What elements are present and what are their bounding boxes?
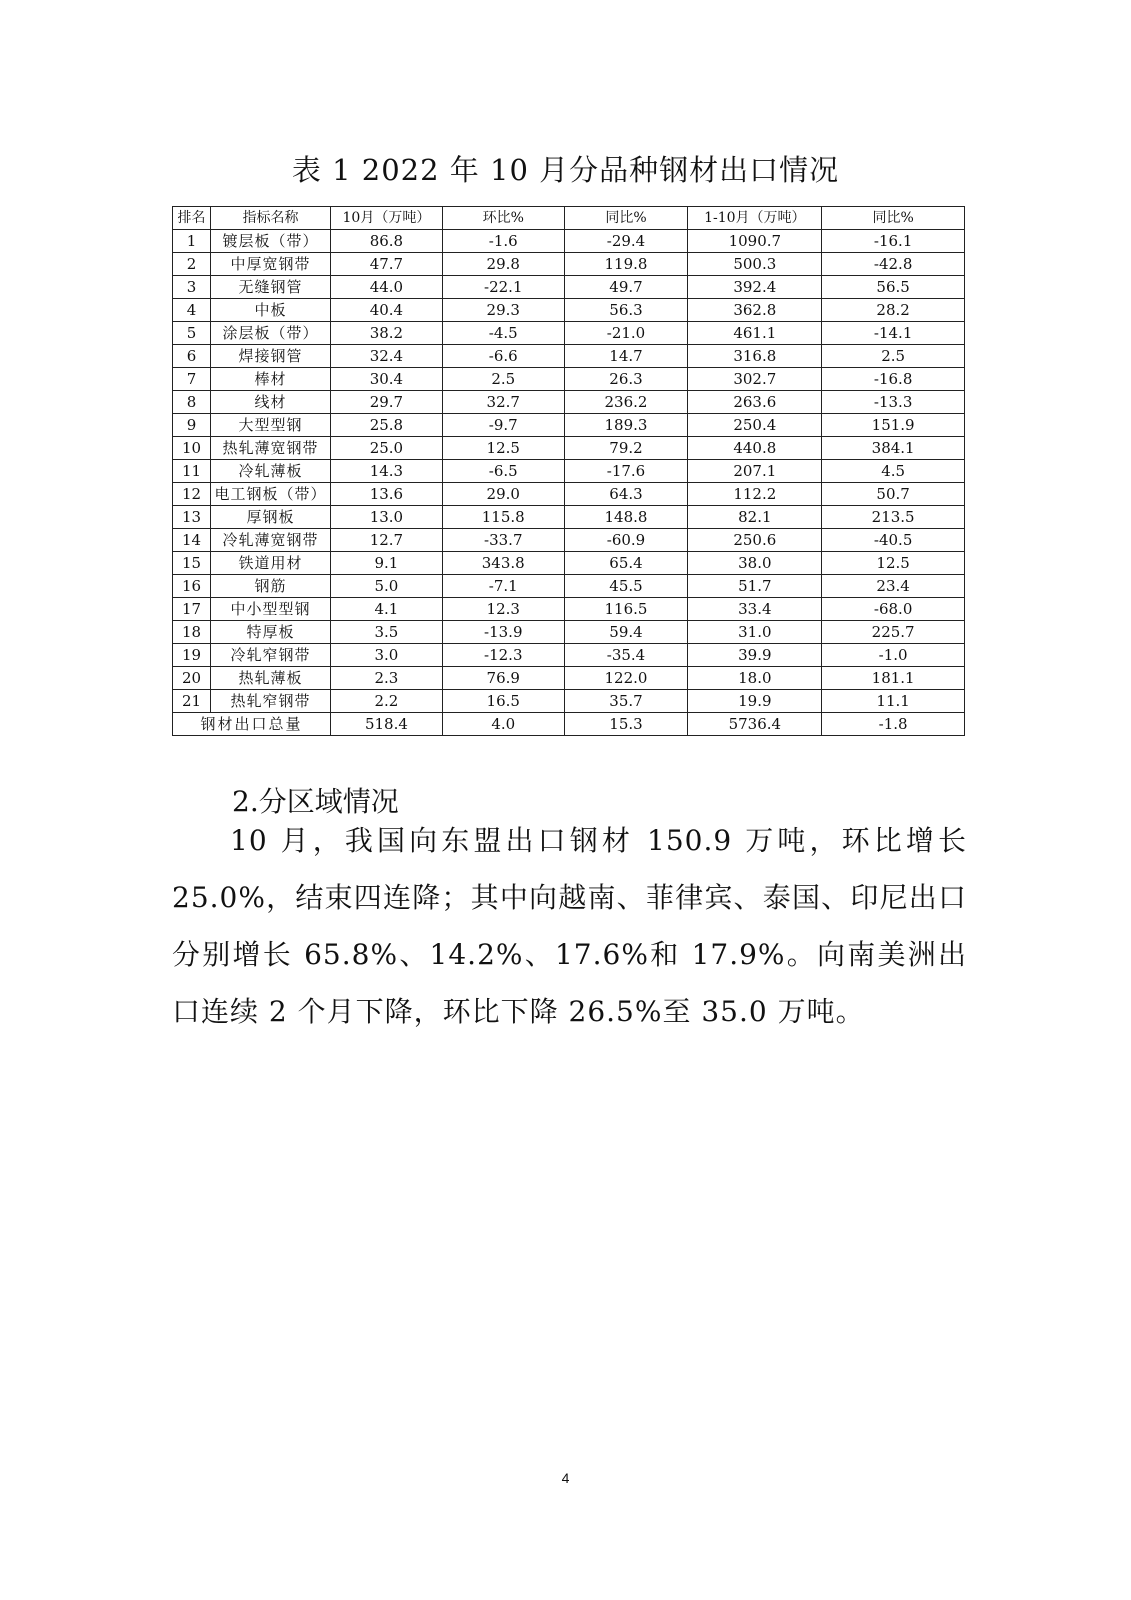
table-cell: 225.7 — [822, 621, 965, 644]
table-row — [173, 598, 965, 621]
table-cell: 38.2 — [330, 322, 442, 345]
table-row — [173, 575, 965, 598]
table-cell: 13.6 — [330, 483, 442, 506]
table-cell: 207.1 — [688, 460, 822, 483]
table-row — [173, 299, 965, 322]
rank-cell: 7 — [173, 368, 211, 391]
table-cell: 13.0 — [330, 506, 442, 529]
rank-cell: 3 — [173, 276, 211, 299]
table-cell: 32.7 — [442, 391, 564, 414]
table-cell: 25.0 — [330, 437, 442, 460]
table-cell: -7.1 — [442, 575, 564, 598]
table-cell: 12.7 — [330, 529, 442, 552]
table-cell: 343.8 — [442, 552, 564, 575]
table-cell: 15.3 — [564, 713, 688, 736]
table-cell: 250.6 — [688, 529, 822, 552]
product-name-cell: 大型型钢 — [210, 414, 330, 437]
table-cell: 189.3 — [564, 414, 688, 437]
header-ytd-yoy: 同比% — [822, 207, 965, 230]
table-cell: 39.9 — [688, 644, 822, 667]
table-row — [173, 690, 965, 713]
header-oct-volume: 10月（万吨） — [330, 207, 442, 230]
table-cell: 2.5 — [822, 345, 965, 368]
rank-cell: 9 — [173, 414, 211, 437]
table-cell: 119.8 — [564, 253, 688, 276]
table-cell: -17.6 — [564, 460, 688, 483]
rank-cell: 8 — [173, 391, 211, 414]
table-cell: -40.5 — [822, 529, 965, 552]
rank-cell: 20 — [173, 667, 211, 690]
table-cell: 29.0 — [442, 483, 564, 506]
product-name-cell: 热轧薄宽钢带 — [210, 437, 330, 460]
rank-cell: 15 — [173, 552, 211, 575]
table-cell: 3.0 — [330, 644, 442, 667]
rank-cell: 6 — [173, 345, 211, 368]
table-cell: 500.3 — [688, 253, 822, 276]
table-row — [173, 460, 965, 483]
product-name-cell: 特厚板 — [210, 621, 330, 644]
header-mom: 环比% — [442, 207, 564, 230]
table-cell: 2.2 — [330, 690, 442, 713]
product-name-cell: 无缝钢管 — [210, 276, 330, 299]
product-name-cell: 铁道用材 — [210, 552, 330, 575]
table-cell: 2.5 — [442, 368, 564, 391]
table-cell: 56.3 — [564, 299, 688, 322]
table-cell: -35.4 — [564, 644, 688, 667]
table-cell: 122.0 — [564, 667, 688, 690]
product-name-cell: 冷轧薄板 — [210, 460, 330, 483]
table-cell: 29.7 — [330, 391, 442, 414]
table-cell: 316.8 — [688, 345, 822, 368]
rank-cell: 21 — [173, 690, 211, 713]
table-cell: 44.0 — [330, 276, 442, 299]
table-cell: -9.7 — [442, 414, 564, 437]
table-cell: -68.0 — [822, 598, 965, 621]
table-row — [173, 483, 965, 506]
table-cell: 440.8 — [688, 437, 822, 460]
table-row — [173, 276, 965, 299]
table-cell: 31.0 — [688, 621, 822, 644]
table-row — [173, 368, 965, 391]
table-row — [173, 345, 965, 368]
page-number: 4 — [561, 1470, 570, 1486]
rank-cell: 13 — [173, 506, 211, 529]
table-cell: 45.5 — [564, 575, 688, 598]
table-row — [173, 552, 965, 575]
table-cell: 65.4 — [564, 552, 688, 575]
table-cell: 56.5 — [822, 276, 965, 299]
table-cell: 5736.4 — [688, 713, 822, 736]
table-cell: 362.8 — [688, 299, 822, 322]
product-name-cell: 焊接钢管 — [210, 345, 330, 368]
table-cell: -21.0 — [564, 322, 688, 345]
table-row — [173, 230, 965, 253]
table-cell: 28.2 — [822, 299, 965, 322]
table-row — [173, 529, 965, 552]
product-name-cell: 线材 — [210, 391, 330, 414]
table-cell: 40.4 — [330, 299, 442, 322]
table-cell: 12.5 — [822, 552, 965, 575]
table-cell: 518.4 — [330, 713, 442, 736]
table-cell: 263.6 — [688, 391, 822, 414]
table-row — [173, 414, 965, 437]
table-cell: -60.9 — [564, 529, 688, 552]
table-cell: 461.1 — [688, 322, 822, 345]
table-cell: 47.7 — [330, 253, 442, 276]
product-name-cell: 厚钢板 — [210, 506, 330, 529]
table-cell: 4.0 — [442, 713, 564, 736]
table-row — [173, 644, 965, 667]
table-cell: -16.1 — [822, 230, 965, 253]
product-name-cell: 棒材 — [210, 368, 330, 391]
table-cell: 19.9 — [688, 690, 822, 713]
table-cell: 148.8 — [564, 506, 688, 529]
rank-cell: 19 — [173, 644, 211, 667]
table-cell: -29.4 — [564, 230, 688, 253]
table-total-row — [173, 713, 965, 736]
table-cell: 112.2 — [688, 483, 822, 506]
table-cell: -1.6 — [442, 230, 564, 253]
header-name: 指标名称 — [210, 207, 330, 230]
table-cell: 25.8 — [330, 414, 442, 437]
product-name-cell: 中厚宽钢带 — [210, 253, 330, 276]
table-cell: 29.3 — [442, 299, 564, 322]
table-cell: 1090.7 — [688, 230, 822, 253]
rank-cell: 4 — [173, 299, 211, 322]
table-cell: -12.3 — [442, 644, 564, 667]
header-yoy: 同比% — [564, 207, 688, 230]
table-cell: -42.8 — [822, 253, 965, 276]
table-cell: 29.8 — [442, 253, 564, 276]
table-cell: 181.1 — [822, 667, 965, 690]
table-row — [173, 621, 965, 644]
table-cell: 9.1 — [330, 552, 442, 575]
table-cell: -16.8 — [822, 368, 965, 391]
product-name-cell: 热轧窄钢带 — [210, 690, 330, 713]
table-row — [173, 322, 965, 345]
table-cell: 59.4 — [564, 621, 688, 644]
table-header-row — [173, 207, 965, 230]
product-name-cell: 冷轧窄钢带 — [210, 644, 330, 667]
table-cell: 49.7 — [564, 276, 688, 299]
table-cell: 302.7 — [688, 368, 822, 391]
product-name-cell: 热轧薄板 — [210, 667, 330, 690]
product-name-cell: 中小型型钢 — [210, 598, 330, 621]
table-cell: 38.0 — [688, 552, 822, 575]
rank-cell: 11 — [173, 460, 211, 483]
table-cell: 11.1 — [822, 690, 965, 713]
table-cell: -1.0 — [822, 644, 965, 667]
table-cell: 26.3 — [564, 368, 688, 391]
header-rank: 排名 — [173, 207, 211, 230]
product-name-cell: 钢筋 — [210, 575, 330, 598]
table-cell: 30.4 — [330, 368, 442, 391]
rank-cell: 18 — [173, 621, 211, 644]
table-cell: 79.2 — [564, 437, 688, 460]
table-row — [173, 437, 965, 460]
rank-cell: 17 — [173, 598, 211, 621]
table-row — [173, 506, 965, 529]
table-cell: 86.8 — [330, 230, 442, 253]
rank-cell: 14 — [173, 529, 211, 552]
table-cell: 12.3 — [442, 598, 564, 621]
table-cell: -6.5 — [442, 460, 564, 483]
table-cell: -14.1 — [822, 322, 965, 345]
table-cell: -22.1 — [442, 276, 564, 299]
table-cell: 250.4 — [688, 414, 822, 437]
table-cell: 14.7 — [564, 345, 688, 368]
table-cell: 2.3 — [330, 667, 442, 690]
table-cell: -13.9 — [442, 621, 564, 644]
table-cell: -33.7 — [442, 529, 564, 552]
table-cell: 116.5 — [564, 598, 688, 621]
table-cell: -1.8 — [822, 713, 965, 736]
table-cell: 5.0 — [330, 575, 442, 598]
table-cell: 64.3 — [564, 483, 688, 506]
product-name-cell: 冷轧薄宽钢带 — [210, 529, 330, 552]
table-cell: 76.9 — [442, 667, 564, 690]
table-cell: 16.5 — [442, 690, 564, 713]
table-cell: 23.4 — [822, 575, 965, 598]
table-cell: 33.4 — [688, 598, 822, 621]
table-cell: 392.4 — [688, 276, 822, 299]
table-cell: 4.1 — [330, 598, 442, 621]
table-cell: 51.7 — [688, 575, 822, 598]
product-name-cell: 电工钢板（带） — [210, 483, 330, 506]
total-label: 钢材出口总量 — [173, 713, 331, 736]
steel-export-table — [172, 206, 965, 736]
table-cell: -6.6 — [442, 345, 564, 368]
table-cell: 32.4 — [330, 345, 442, 368]
rank-cell: 2 — [173, 253, 211, 276]
rank-cell: 10 — [173, 437, 211, 460]
section-heading: 2.分区域情况 — [232, 785, 399, 818]
table-cell: 3.5 — [330, 621, 442, 644]
table-row — [173, 391, 965, 414]
table-cell: 50.7 — [822, 483, 965, 506]
table-row — [173, 667, 965, 690]
rank-cell: 5 — [173, 322, 211, 345]
table-cell: -4.5 — [442, 322, 564, 345]
table-cell: 12.5 — [442, 437, 564, 460]
rank-cell: 12 — [173, 483, 211, 506]
header-ytd-volume: 1-10月（万吨） — [688, 207, 822, 230]
product-name-cell: 中板 — [210, 299, 330, 322]
table-title: 表 1 2022 年 10 月分品种钢材出口情况 — [291, 153, 840, 187]
table-cell: 18.0 — [688, 667, 822, 690]
table-cell: 35.7 — [564, 690, 688, 713]
table-cell: -13.3 — [822, 391, 965, 414]
product-name-cell: 涂层板（带） — [210, 322, 330, 345]
table-cell: 115.8 — [442, 506, 564, 529]
table-cell: 213.5 — [822, 506, 965, 529]
table-cell: 14.3 — [330, 460, 442, 483]
table-cell: 4.5 — [822, 460, 965, 483]
table-cell: 151.9 — [822, 414, 965, 437]
table-cell: 384.1 — [822, 437, 965, 460]
rank-cell: 1 — [173, 230, 211, 253]
body-paragraph: 10 月，我国向东盟出口钢材 150.9 万吨，环比增长 25.0%，结束四连降；其中向越南、菲律宾、泰国、印尼出口分别增长 65.8%、14.2%、17.6%和 17.9%。向南美洲出口连续 2 个月下降，环比下降 26.5%至 35.0 万吨。 — [172, 824, 967, 1028]
table-row — [173, 253, 965, 276]
rank-cell: 16 — [173, 575, 211, 598]
product-name-cell: 镀层板（带） — [210, 230, 330, 253]
table-cell: 82.1 — [688, 506, 822, 529]
table-cell: 236.2 — [564, 391, 688, 414]
